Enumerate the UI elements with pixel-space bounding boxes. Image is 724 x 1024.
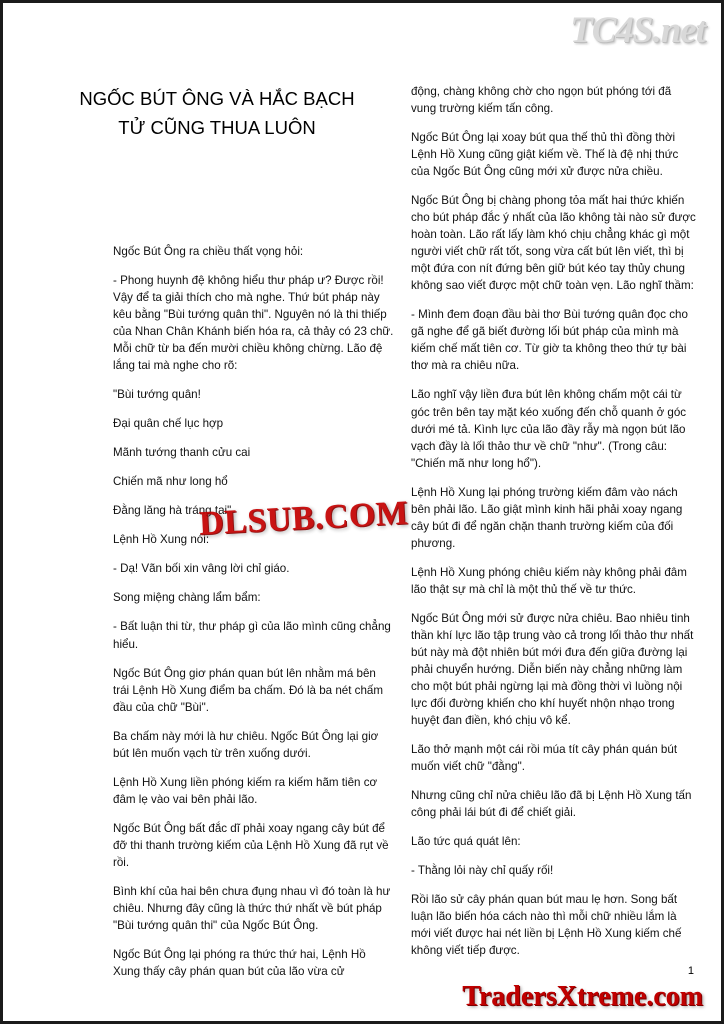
paragraph: Lão nghĩ vậy liền đưa bút lên không chấm một cái từ góc trên bên tay mặt kéo xuống đến chỗ quanh ở góc dưới mé tả. Kình lực của lão đầy rẫy mà ngọn bút lão vạch đầy là lối thảo thư về chữ "như". (Trong câu: "Chiến mã như long hổ"). — [411, 388, 687, 470]
page-number: 1 — [687, 965, 694, 977]
paragraph: - Dạ! Vãn bối xin vâng lời chỉ giáo. — [113, 562, 290, 576]
text-column-right — [411, 83, 699, 959]
paragraph: động, chàng không chờ cho ngọn bút phóng tới đã vung trường kiếm tấn công. — [411, 85, 672, 116]
paragraph: "Bùi tướng quân! — [113, 388, 201, 402]
page-title: NGỐC BÚT ÔNG VÀ HẮC BẠCH TỬ CŨNG THUA LUÔN — [79, 88, 355, 138]
paragraph: Ngốc Bút Ông mới sử được nửa chiêu. Bao nhiêu tinh thần khí lực lão tập trung vào cả trong lối thảo thư nhất bút này mà đột nhiên bút mới đưa đến giữa đường lại phải chuyển hướng. Diễn biến này chẳng những làm cho một bút phải ngừng lại mà đồng thời vì luồng nội lực đối đường khiến cho khí huyết nhộn nhạo trong huyệt đan điền, khó chịu vô kể. — [411, 611, 694, 727]
site-brand-bottom: TradersXtreme.com — [462, 981, 703, 1012]
site-brand-top: TC4S.net — [570, 10, 705, 51]
watermark: DLSUB.COM — [198, 494, 410, 543]
paragraph: Ngốc Bút Ông bất đắc dĩ phải xoay ngang cây bút để đỡ thi thanh trường kiếm của Lệnh Hồ Xung đã rụt về rồi. — [113, 821, 389, 869]
paragraph: Lão thở mạnh một cái rồi múa tít cây phán quán bút muốn viết chữ "đằng". — [411, 743, 678, 774]
paragraph: Ngốc Bút Ông giơ phán quan bút lên nhằm má bên trái Lệnh Hồ Xung điểm ba chấm. Đó là ba nét chấm đầu của chữ "Bùi". — [113, 666, 384, 714]
paragraph: Lệnh Hồ Xung phóng chiêu kiếm này không phải đâm lão thật sự mà chỉ là một thủ thế về tư thức. — [411, 565, 687, 596]
paragraph: - Phong huynh đệ không hiểu thư pháp ư? Được rồi! Vậy để ta giải thích cho mà nghe. Thứ bút pháp này kêu bằng "Bùi tướng quân thi". Nguyên nó là thi thiếp của Nhan Chân Khánh biến hóa ra, cả thảy có 23 chữ. Mỗi chữ từ ba đến mười chiều không chừng. Lão đệ lắng tai mà nghe cho rõ: — [113, 274, 394, 373]
paragraph: Lão tức quá quát lên: — [411, 835, 521, 849]
paragraph: Nhưng cũng chỉ nửa chiêu lão đã bị Lệnh Hồ Xung tấn công phải lái bút đi để chiết giải. — [411, 789, 692, 820]
text-column-left — [113, 243, 395, 980]
paragraph: Ngốc Bút Ông lại phóng ra thức thứ hai, Lệnh Hồ Xung thấy cây phán quan bút của lão vừa cử — [113, 947, 366, 978]
paragraph: Lệnh Hồ Xung nói: — [113, 533, 210, 547]
paragraph: - Bất luận thi từ, thư pháp gì của lão mình cũng chẳng hiểu. — [113, 620, 391, 651]
paragraph: Song miệng chàng lẩm bẩm: — [113, 591, 261, 605]
paragraph: Rồi lão sử cây phán quan bút mau lẹ hơn. Song bất luận lão biến hóa cách nào thì mỗi chữ nhiều lắm là mới viết được hai nét liền bị Lệnh Hồ Xung kiếm chế không viết tiếp được. — [411, 893, 682, 958]
paragraph: Ngốc Bút Ông ra chiều thất vọng hỏi: — [113, 245, 304, 258]
paragraph: Chiến mã như long hổ — [113, 475, 228, 489]
paragraph: Đại quân chế lục hợp — [113, 417, 224, 431]
paragraph: Bình khí của hai bên chưa đụng nhau vì đó toàn là hư chiêu. Nhưng đây cũng là thức thứ nhất về bút pháp "Bùi tướng quân thi" của Ngốc Bút Ông. — [113, 884, 391, 932]
paragraph: - Mình đem đoạn đầu bài thơ Bùi tướng quân đọc cho gã nghe để gã biết đường lối bút pháp của mình mà kiếm chế mất tiên cơ. Từ giờ ta không theo thứ tự bài thơ mà ra chiêu nữa. — [411, 308, 688, 373]
paragraph: - Thằng lỏi này chỉ quấy rối! — [411, 864, 554, 878]
paragraph: Ngốc Bút Ông lại xoay bút qua thế thủ thì đồng thời Lệnh Hồ Xung cũng giật kiếm về. Thế là đệ nhị thức của Ngốc Bút Ông cũng mới xử được nửa chiều. — [411, 131, 679, 179]
paragraph: Ba chấm này mới là hư chiêu. Ngốc Bút Ông lại giơ bút lên muốn vạch từ trên xuống dưới. — [113, 729, 379, 760]
paragraph: Lệnh Hồ Xung lại phóng trường kiếm đâm vào nách bên phải lão. Lão giật mình kinh hãi phải xoay ngang cây bút đi để ngăn chặn thanh trường kiếm của đối phương. — [411, 485, 683, 550]
paragraph: Đằng lăng hà tráng tai" — [113, 504, 232, 518]
paragraph: Lệnh Hồ Xung liền phóng kiếm ra kiếm hãm tiên cơ đâm lẹ vào vai bên phải lão. — [113, 775, 378, 806]
paragraph: Mãnh tướng thanh cửu cai — [113, 446, 251, 460]
paragraph: Ngốc Bút Ông bị chàng phong tỏa mất hai thức khiến cho bút pháp đắc ý nhất của lão không tài nào sử được hoàn toàn. Lão rất lấy làm khó chịu chẳng khác gì một người viết chữ rất tốt, song vừa cất bút lên viết, thì bị một đứa con nít đứng bên giữ bút kéo tay thủy chung không sao viết được một chữ toàn vẹn. Lão nghĩ thầm: — [411, 194, 696, 293]
